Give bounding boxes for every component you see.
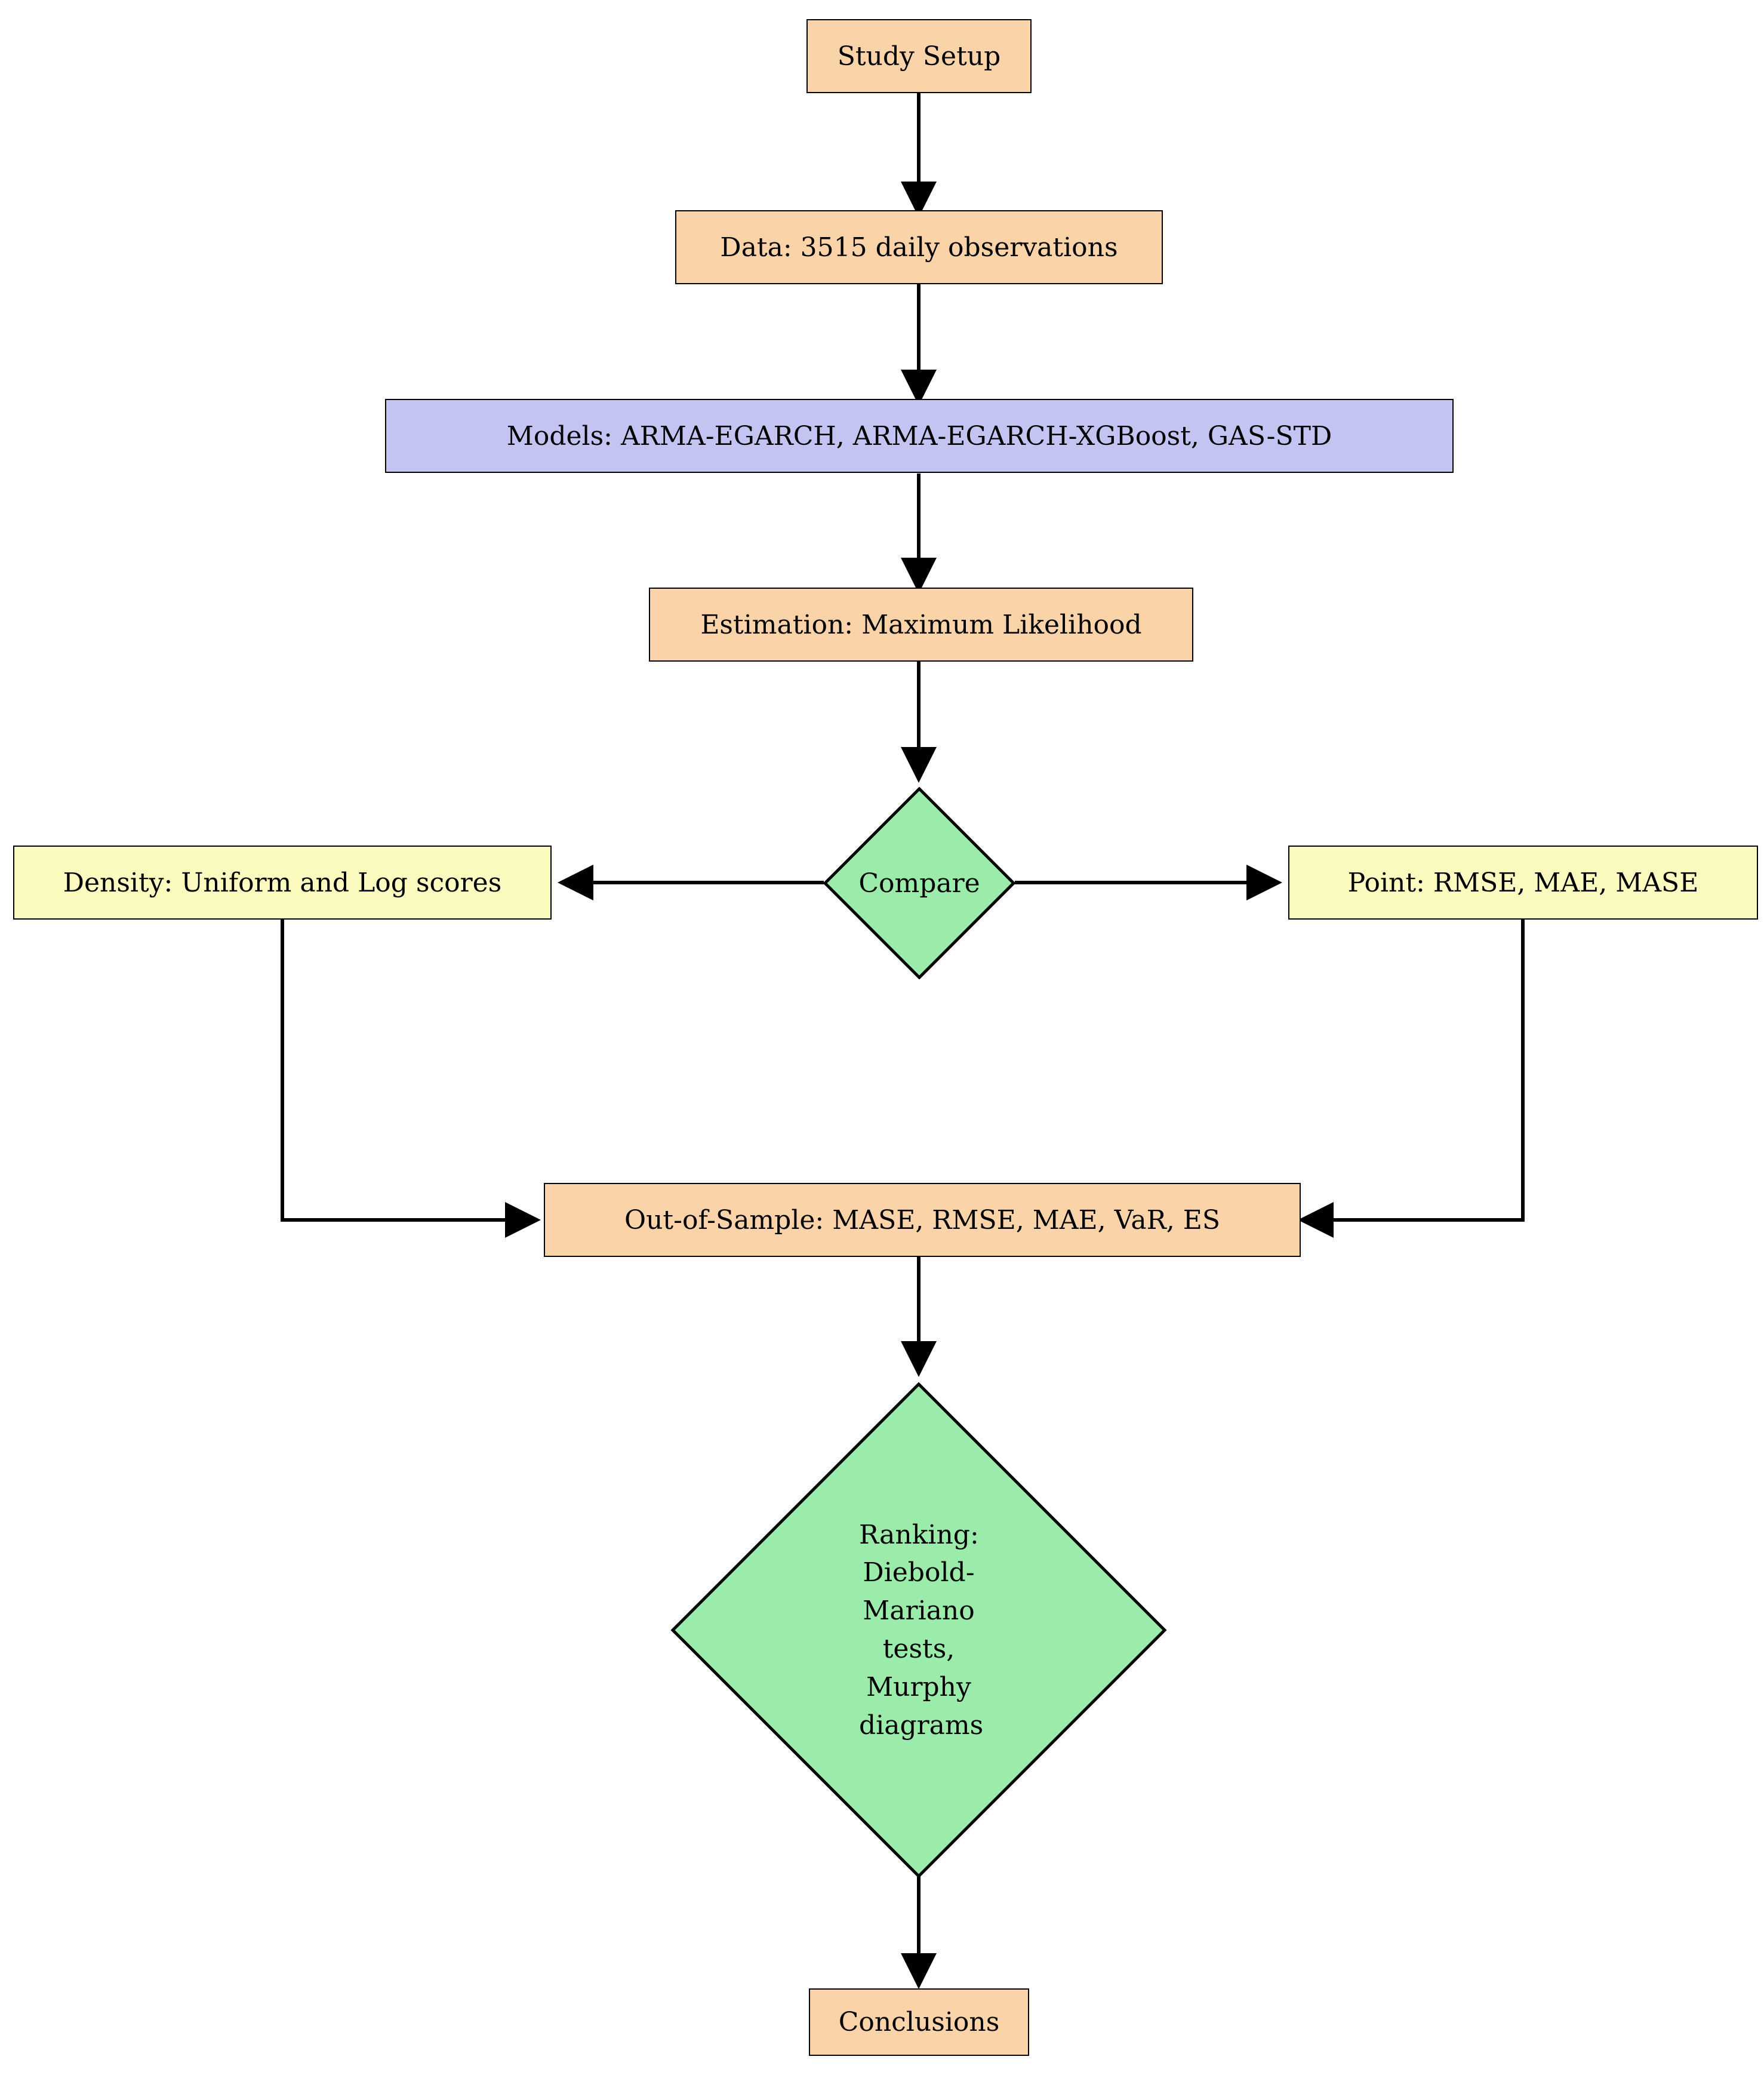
node-data[interactable] bbox=[675, 210, 1163, 284]
node-compare-label: Compare bbox=[858, 868, 980, 899]
node-density-label: Density: Uniform and Log scores bbox=[63, 867, 502, 898]
node-out-of-sample-label: Out-of-Sample: MASE, RMSE, MAE, VaR, ES bbox=[624, 1204, 1220, 1235]
node-data-label: Data: 3515 daily observations bbox=[720, 232, 1118, 263]
node-models-label: Models: ARMA-EGARCH, ARMA-EGARCH-XGBoost, GAS-STD bbox=[506, 420, 1332, 451]
node-point[interactable] bbox=[1288, 846, 1758, 920]
node-models[interactable] bbox=[385, 399, 1454, 473]
node-study-setup[interactable] bbox=[806, 19, 1032, 93]
node-density[interactable] bbox=[13, 846, 552, 920]
node-estimation[interactable] bbox=[649, 588, 1193, 662]
node-conclusions-label: Conclusions bbox=[838, 2007, 1000, 2037]
node-out-of-sample[interactable] bbox=[544, 1183, 1301, 1257]
node-conclusions[interactable] bbox=[809, 1988, 1029, 2056]
node-study-setup-label: Study Setup bbox=[837, 41, 1001, 72]
node-ranking[interactable] bbox=[670, 1382, 1167, 1879]
node-estimation-label: Estimation: Maximum Likelihood bbox=[700, 609, 1142, 640]
node-point-label: Point: RMSE, MAE, MASE bbox=[1347, 867, 1699, 898]
node-compare[interactable] bbox=[823, 787, 1015, 979]
node-ranking-label: Ranking: Diebold-Mariano tests, Murphy diagrams bbox=[859, 1519, 984, 1741]
